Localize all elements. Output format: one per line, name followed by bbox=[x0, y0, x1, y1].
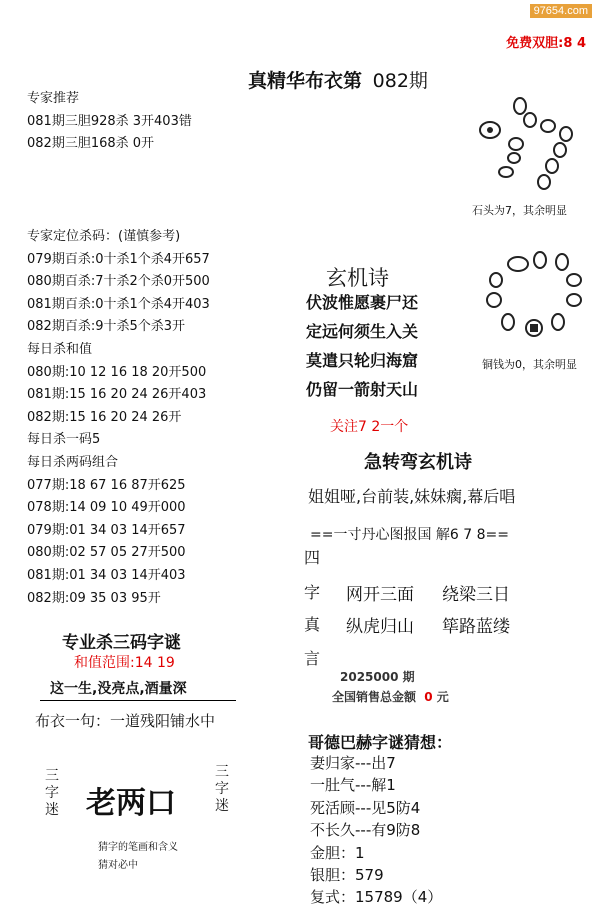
buyi-line: 布衣一句：一道残阳铺水中 bbox=[35, 712, 216, 730]
sum-range: 和值范围:14 19 bbox=[74, 655, 175, 671]
page-title bbox=[248, 66, 428, 93]
title-main: 真精华布衣第 bbox=[248, 70, 363, 92]
coin-illustration bbox=[478, 248, 586, 340]
heart-line: ==一寸丹心图报国 解6 7 8== bbox=[310, 527, 509, 543]
goethe-heading: 哥德巴赫字谜猜想： bbox=[308, 733, 453, 752]
turn-heading: 急转弯玄机诗 bbox=[364, 452, 472, 473]
two-code-line: 082期:09 35 03 95开 bbox=[27, 590, 161, 606]
goethe-line: 死活顾---见5防4 bbox=[310, 798, 421, 817]
title-issue: 082期 bbox=[372, 70, 428, 92]
phrase: 纵虎归山 bbox=[346, 617, 414, 637]
focus-note: 关注7 2一个 bbox=[330, 419, 409, 435]
riddle-answer: 老两口 bbox=[86, 786, 176, 821]
phrase: 网开三面 bbox=[346, 585, 414, 605]
sum-line: 082期:15 16 20 24 26开 bbox=[27, 409, 182, 425]
side-char: 字 bbox=[304, 583, 321, 602]
riddle-hint: 猜对必中 bbox=[98, 860, 138, 871]
goethe-line: 不长久---有9防8 bbox=[310, 821, 421, 840]
sales-amount: 0 bbox=[424, 690, 433, 704]
sales-unit: 元 bbox=[436, 690, 449, 704]
side-char: 四 bbox=[304, 548, 321, 567]
expert-line: 081期三胆928杀 3开403错 bbox=[27, 113, 192, 129]
kill-line: 082期百杀:9十杀5个杀3开 bbox=[27, 319, 186, 335]
side-char: 真 bbox=[304, 615, 321, 634]
kill-line: 080期百杀:7十杀2个杀0开500 bbox=[27, 274, 210, 290]
side-char: 言 bbox=[304, 649, 321, 668]
expert-section bbox=[27, 88, 192, 156]
expert-heading: 专家推荐 bbox=[27, 91, 80, 106]
goethe-list bbox=[310, 752, 442, 909]
two-code-line: 081期:01 34 03 14开403 bbox=[27, 567, 186, 583]
xuanji-poem bbox=[306, 288, 418, 404]
poem-line: 伏波惟愿裹尸还 bbox=[306, 293, 419, 312]
left-list bbox=[27, 226, 210, 610]
goethe-line: 金胆：1 bbox=[310, 843, 365, 862]
goethe-line: 银胆：579 bbox=[310, 866, 384, 885]
xuanji-heading: 玄机诗 bbox=[326, 266, 389, 290]
kill-line: 079期百杀:0十杀1个杀4开657 bbox=[27, 251, 210, 267]
two-code-line: 079期:01 34 03 14开657 bbox=[27, 522, 186, 538]
goethe-line: 一肚气---解1 bbox=[310, 776, 396, 795]
poem-line: 仍留一箭射天山 bbox=[306, 380, 419, 399]
riddle3-heading: 专业杀三码字谜 bbox=[62, 633, 181, 653]
riddle3-line: 这一生,没亮点,酒量深 bbox=[50, 681, 187, 697]
poem-line: 莫遣只轮归海窟 bbox=[306, 351, 419, 370]
sales-total bbox=[332, 688, 449, 705]
coin-caption: 铜钱为0，其余明显 bbox=[482, 358, 577, 371]
two-code-heading: 每日杀两码组合 bbox=[27, 454, 119, 470]
kill-heading: 专家定位杀码：(谨慎参考) bbox=[27, 229, 181, 244]
sales-issue: 2025000 期 bbox=[340, 670, 415, 684]
sum-line: 081期:15 16 20 24 26开403 bbox=[27, 387, 207, 403]
kill-line: 081期百杀:0十杀1个杀4开403 bbox=[27, 296, 210, 312]
sum-line: 080期:10 12 16 18 20开500 bbox=[27, 364, 207, 380]
expert-line: 082期三胆168杀 0开 bbox=[27, 136, 155, 152]
two-code-line: 078期:14 09 10 49开000 bbox=[27, 500, 186, 516]
sum-heading: 每日杀和值 bbox=[27, 341, 93, 357]
turn-line: 姐姐哑,台前装,妹妹瘸,幕后唱 bbox=[308, 487, 516, 506]
riddle-side-right: 三字迷 bbox=[215, 764, 229, 814]
stone-caption: 石头为7，其余明显 bbox=[472, 204, 567, 217]
two-code-line: 077期:18 67 16 87开625 bbox=[27, 477, 186, 493]
free-double-label: 免费双胆:8 4 bbox=[506, 36, 586, 51]
two-code-line: 080期:02 57 05 27开500 bbox=[27, 545, 186, 561]
divider bbox=[40, 700, 236, 701]
sales-label: 全国销售总金额 bbox=[332, 690, 417, 704]
goethe-line: 复式：15789（4） bbox=[310, 888, 443, 907]
phrase: 筚路蓝缕 bbox=[442, 617, 510, 637]
riddle-side-left: 三字迷 bbox=[45, 768, 59, 818]
riddle-hint: 猜字的笔画和含义 bbox=[98, 842, 178, 853]
one-code-heading: 每日杀一码5 bbox=[27, 432, 101, 448]
goethe-line: 妻归家---出7 bbox=[310, 754, 396, 772]
site-badge[interactable]: 97654.com bbox=[530, 4, 592, 18]
stone-illustration bbox=[470, 94, 580, 194]
phrase: 绕梁三日 bbox=[442, 585, 510, 605]
poem-line: 定远何须生入关 bbox=[306, 322, 419, 341]
